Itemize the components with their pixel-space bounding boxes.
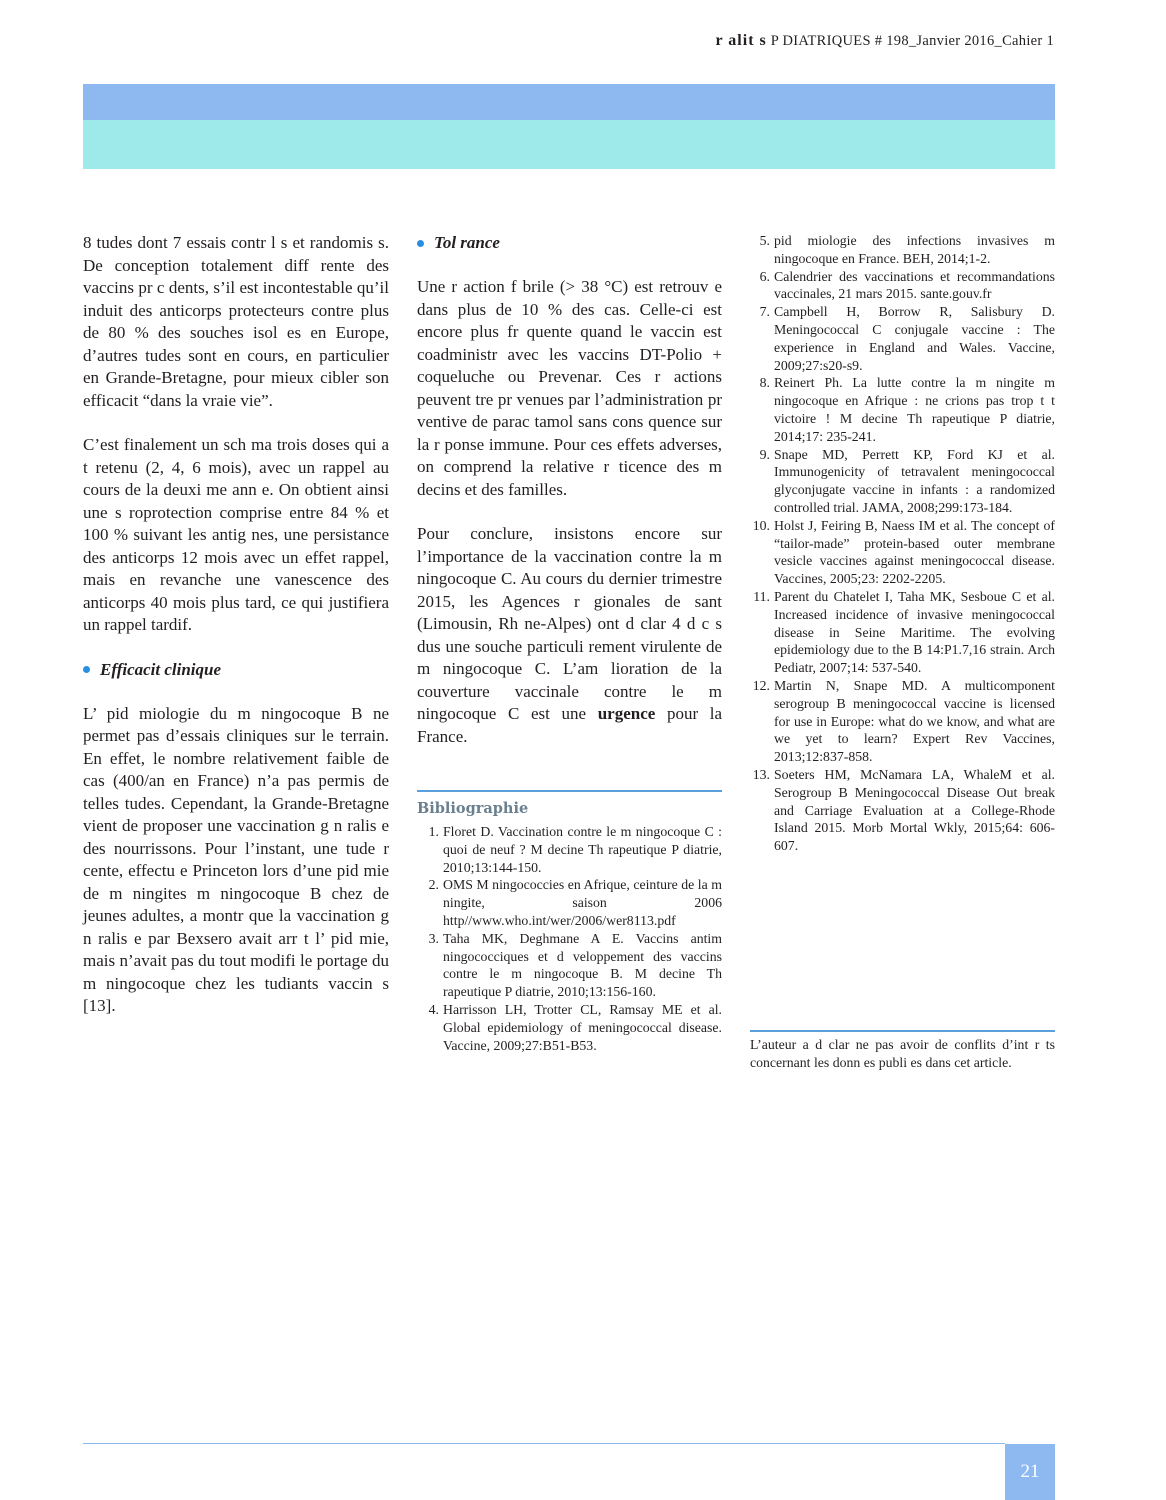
header-band-top bbox=[83, 84, 1055, 120]
reference-text: Holst J, Feiring B, Naess IM et al. The concept of “tailor-made” protein-based outer membrane vesicle vaccines against meningococcal disease. Vaccines, 2005;23: 2202-2205. bbox=[774, 517, 1055, 587]
reference-number: 4. bbox=[428, 1001, 439, 1017]
bibliography-title: Bibliographie bbox=[417, 800, 529, 817]
reference-number: 3. bbox=[428, 930, 439, 946]
reference-item bbox=[750, 446, 1055, 517]
author-disclosure bbox=[750, 1030, 1055, 1072]
reference-text: Soeters HM, McNamara LA, WhaleM et al. Serogroup B Meningococcal Disease Out break and Carriage Evaluation at a College-Rhode Island 2015. Morb Mortal Wkly, 2015;64: 606-607. bbox=[774, 766, 1055, 854]
journal-name-part1: r alit s bbox=[715, 32, 767, 49]
disclosure-text: L’auteur a d clar ne pas avoir de conflits d’int r ts concernant les donn es publi es dans cet article. bbox=[750, 1037, 1055, 1070]
column-2 bbox=[417, 232, 722, 1054]
reference-text: Campbell H, Borrow R, Salisbury D. Meningococcal C conjugale vaccine : The experience in England and Wales. Vaccine, 2009;27:s20-s9. bbox=[774, 304, 1055, 373]
reference-text: Taha MK, Deghmane A E. Vaccins antim ningococciques et d veloppement des vaccins contre le m ningocoque B. M decine Th rapeutique P diatrie, 2010;13:156-160. bbox=[443, 930, 722, 1000]
running-header bbox=[715, 32, 1054, 50]
reference-list bbox=[750, 232, 1055, 855]
reference-text: pid miologie des infections invasives m ningocoque en France. BEH, 2014;1-2. bbox=[774, 233, 1055, 266]
reference-number: 8. bbox=[759, 375, 770, 391]
page-number: 21 bbox=[1005, 1444, 1055, 1500]
paragraph: 8 tudes dont 7 essais contr l s et randomis s. De conception totalement diff rente des vaccins pr c dents, s’il est incontestable qu’il induit des anticorps protecteurs contre plus de 80 % des souches isol es en Europe, d’autres tudes sont en cours, en particulier en Grande-Bretagne, pour mieux cibler son efficacit “dans la vraie vie”. bbox=[83, 233, 389, 410]
reference-number: 12. bbox=[752, 677, 770, 693]
section-heading-text: Tol rance bbox=[434, 233, 500, 252]
reference-number: 1. bbox=[428, 824, 439, 839]
section-heading bbox=[83, 659, 389, 681]
header-band-bottom bbox=[83, 120, 1055, 169]
reference-number: 7. bbox=[759, 304, 770, 320]
reference-item bbox=[417, 876, 722, 929]
reference-text: Floret D. Vaccination contre le m ningocoque C : quoi de neuf ? M decine Th rapeutique P diatrie, 2010;13:144-150. bbox=[443, 824, 722, 875]
disclosure-divider bbox=[750, 1030, 1055, 1032]
emphasis-text: urgence bbox=[597, 704, 656, 723]
reference-item bbox=[750, 374, 1055, 445]
reference-list bbox=[417, 823, 722, 1054]
paragraph: C’est finalement un sch ma trois doses qui a t retenu (2, 4, 6 mois), avec un rappel au cours de la deuxi me ann e. On obtient ainsi une s roprotection comprise entre 84 % et 100 % suivant les antig nes, une persistance des anticorps 12 mois avec un effet rappel, mais en revanche une vanescence des anticorps 40 mois plus tard, ce qui justifiera un rappel tardif. bbox=[83, 435, 389, 634]
paragraph-text: pour la France. bbox=[417, 704, 723, 746]
paragraph bbox=[417, 523, 722, 748]
reference-text: Harrisson LH, Trotter CL, Ramsay ME et al. Global epidemiology of meningococcal disease. Vaccine, 2009;27:B51-B53. bbox=[443, 1001, 722, 1053]
reference-number: 6. bbox=[759, 268, 770, 284]
reference-text: Parent du Chatelet I, Taha MK, Sesboue C et al. Increased incidence of invasive meningococcal disease in Seine Maritime. The evolving epidemiology due to the B 14:P1.7,16 strain. Arch Pediatr, 2007;14: 537-540. bbox=[774, 588, 1055, 676]
reference-text: Snape MD, Perrett KP, Ford KJ et al. Immunogenicity of tetravalent meningococcal glyconjugate vaccine in infants : a randomized controlled trial. JAMA, 2008;299:173-184. bbox=[774, 446, 1055, 515]
reference-item bbox=[750, 303, 1055, 374]
reference-item bbox=[417, 823, 722, 876]
reference-number: 10. bbox=[752, 517, 770, 533]
reference-item bbox=[750, 677, 1055, 766]
reference-item bbox=[750, 268, 1055, 304]
column-3 bbox=[750, 232, 1055, 855]
reference-text: Martin N, Snape MD. A multicomponent serogroup B meningococcal vaccine is licensed for use in Europe: what do we know, and what are we yet to learn? Expert Rev Vaccines, 2013;12:837-858. bbox=[774, 677, 1055, 765]
journal-issue-info: P DIATRIQUES # 198_Janvier 2016_Cahier 1 bbox=[770, 33, 1054, 49]
paragraph-text: Pour conclure, insistons encore sur l’importance de la vaccination contre la m ningocoque C. Au cours du dernier trimestre 2015, les Agences r gionales de sant (Limousin, Rh ne-Alpes) ont d clar 4 d c s dus une souche particuli rement virulente de m ningocoque C. L’am lioration de la couverture vaccinale contre le m ningocoque C est une bbox=[417, 524, 722, 723]
reference-text: OMS M ningococcies en Afrique, ceinture de la m ningite, saison 2006 http//www.who.int/wer/2006/wer8113.pdf bbox=[443, 877, 722, 928]
reference-item bbox=[417, 1001, 722, 1054]
reference-number: 11. bbox=[753, 588, 770, 604]
column-1 bbox=[83, 232, 389, 1018]
reference-item bbox=[750, 588, 1055, 677]
reference-number: 13. bbox=[752, 766, 770, 782]
footer-divider bbox=[83, 1443, 1005, 1444]
bullet-icon bbox=[83, 666, 90, 673]
reference-text: Calendrier des vaccinations et recommandations vaccinales, 21 mars 2015. sante.gouv.fr bbox=[774, 268, 1055, 302]
reference-item bbox=[750, 232, 1055, 268]
bibliography-divider bbox=[417, 790, 722, 792]
section-heading bbox=[417, 232, 722, 254]
section-heading-text: Efficacit clinique bbox=[100, 659, 222, 679]
reference-item bbox=[750, 766, 1055, 855]
reference-item bbox=[750, 517, 1055, 588]
reference-item bbox=[417, 930, 722, 1001]
paragraph: L’ pid miologie du m ningocoque B ne permet pas d’essais cliniques sur le terrain. En effet, le nombre relativement faible de cas (400/an en France) n’a pas permis de telles tudes. Cependant, la Grande-Bretagne vient de proposer une vaccination g n ralis e des nourrissons. Pour l’instant, une tude r cente, effectu e Princeton lors d’une pid mie de m ningites m ningocoque B chez de jeunes adultes, a montr que la vaccination g n ralis e par Bexsero avait arr t l’ pid mie, mais n’avait pas du tout modifi le portage du m ningocoque chez les tudiants vaccin s [13]. bbox=[83, 703, 389, 1015]
paragraph: Une r action f brile (> 38 °C) est retrouv e dans plus de 10 % des cas. Celle-ci est encore plus fr quente quand le vaccin est coadministr avec les vaccins DT-Polio + coqueluche ou Prevenar. Ces r actions peuvent tre pr venues par l’administration pr ventive de parac tamol sans cons quence sur la r ponse immune. Pour ces effets adverses, on comprend la relative r ticence des m decins et des familles. bbox=[417, 277, 722, 499]
reference-number: 9. bbox=[759, 446, 770, 462]
reference-number: 5. bbox=[759, 233, 770, 248]
reference-number: 2. bbox=[428, 877, 439, 893]
bullet-icon bbox=[417, 240, 424, 247]
reference-text: Reinert Ph. La lutte contre la m ningite m ningocoque en Afrique : ne crions pas trop t t victoire ! M decine Th rapeutique P diatrie, 2014;17: 235-241. bbox=[774, 375, 1055, 444]
